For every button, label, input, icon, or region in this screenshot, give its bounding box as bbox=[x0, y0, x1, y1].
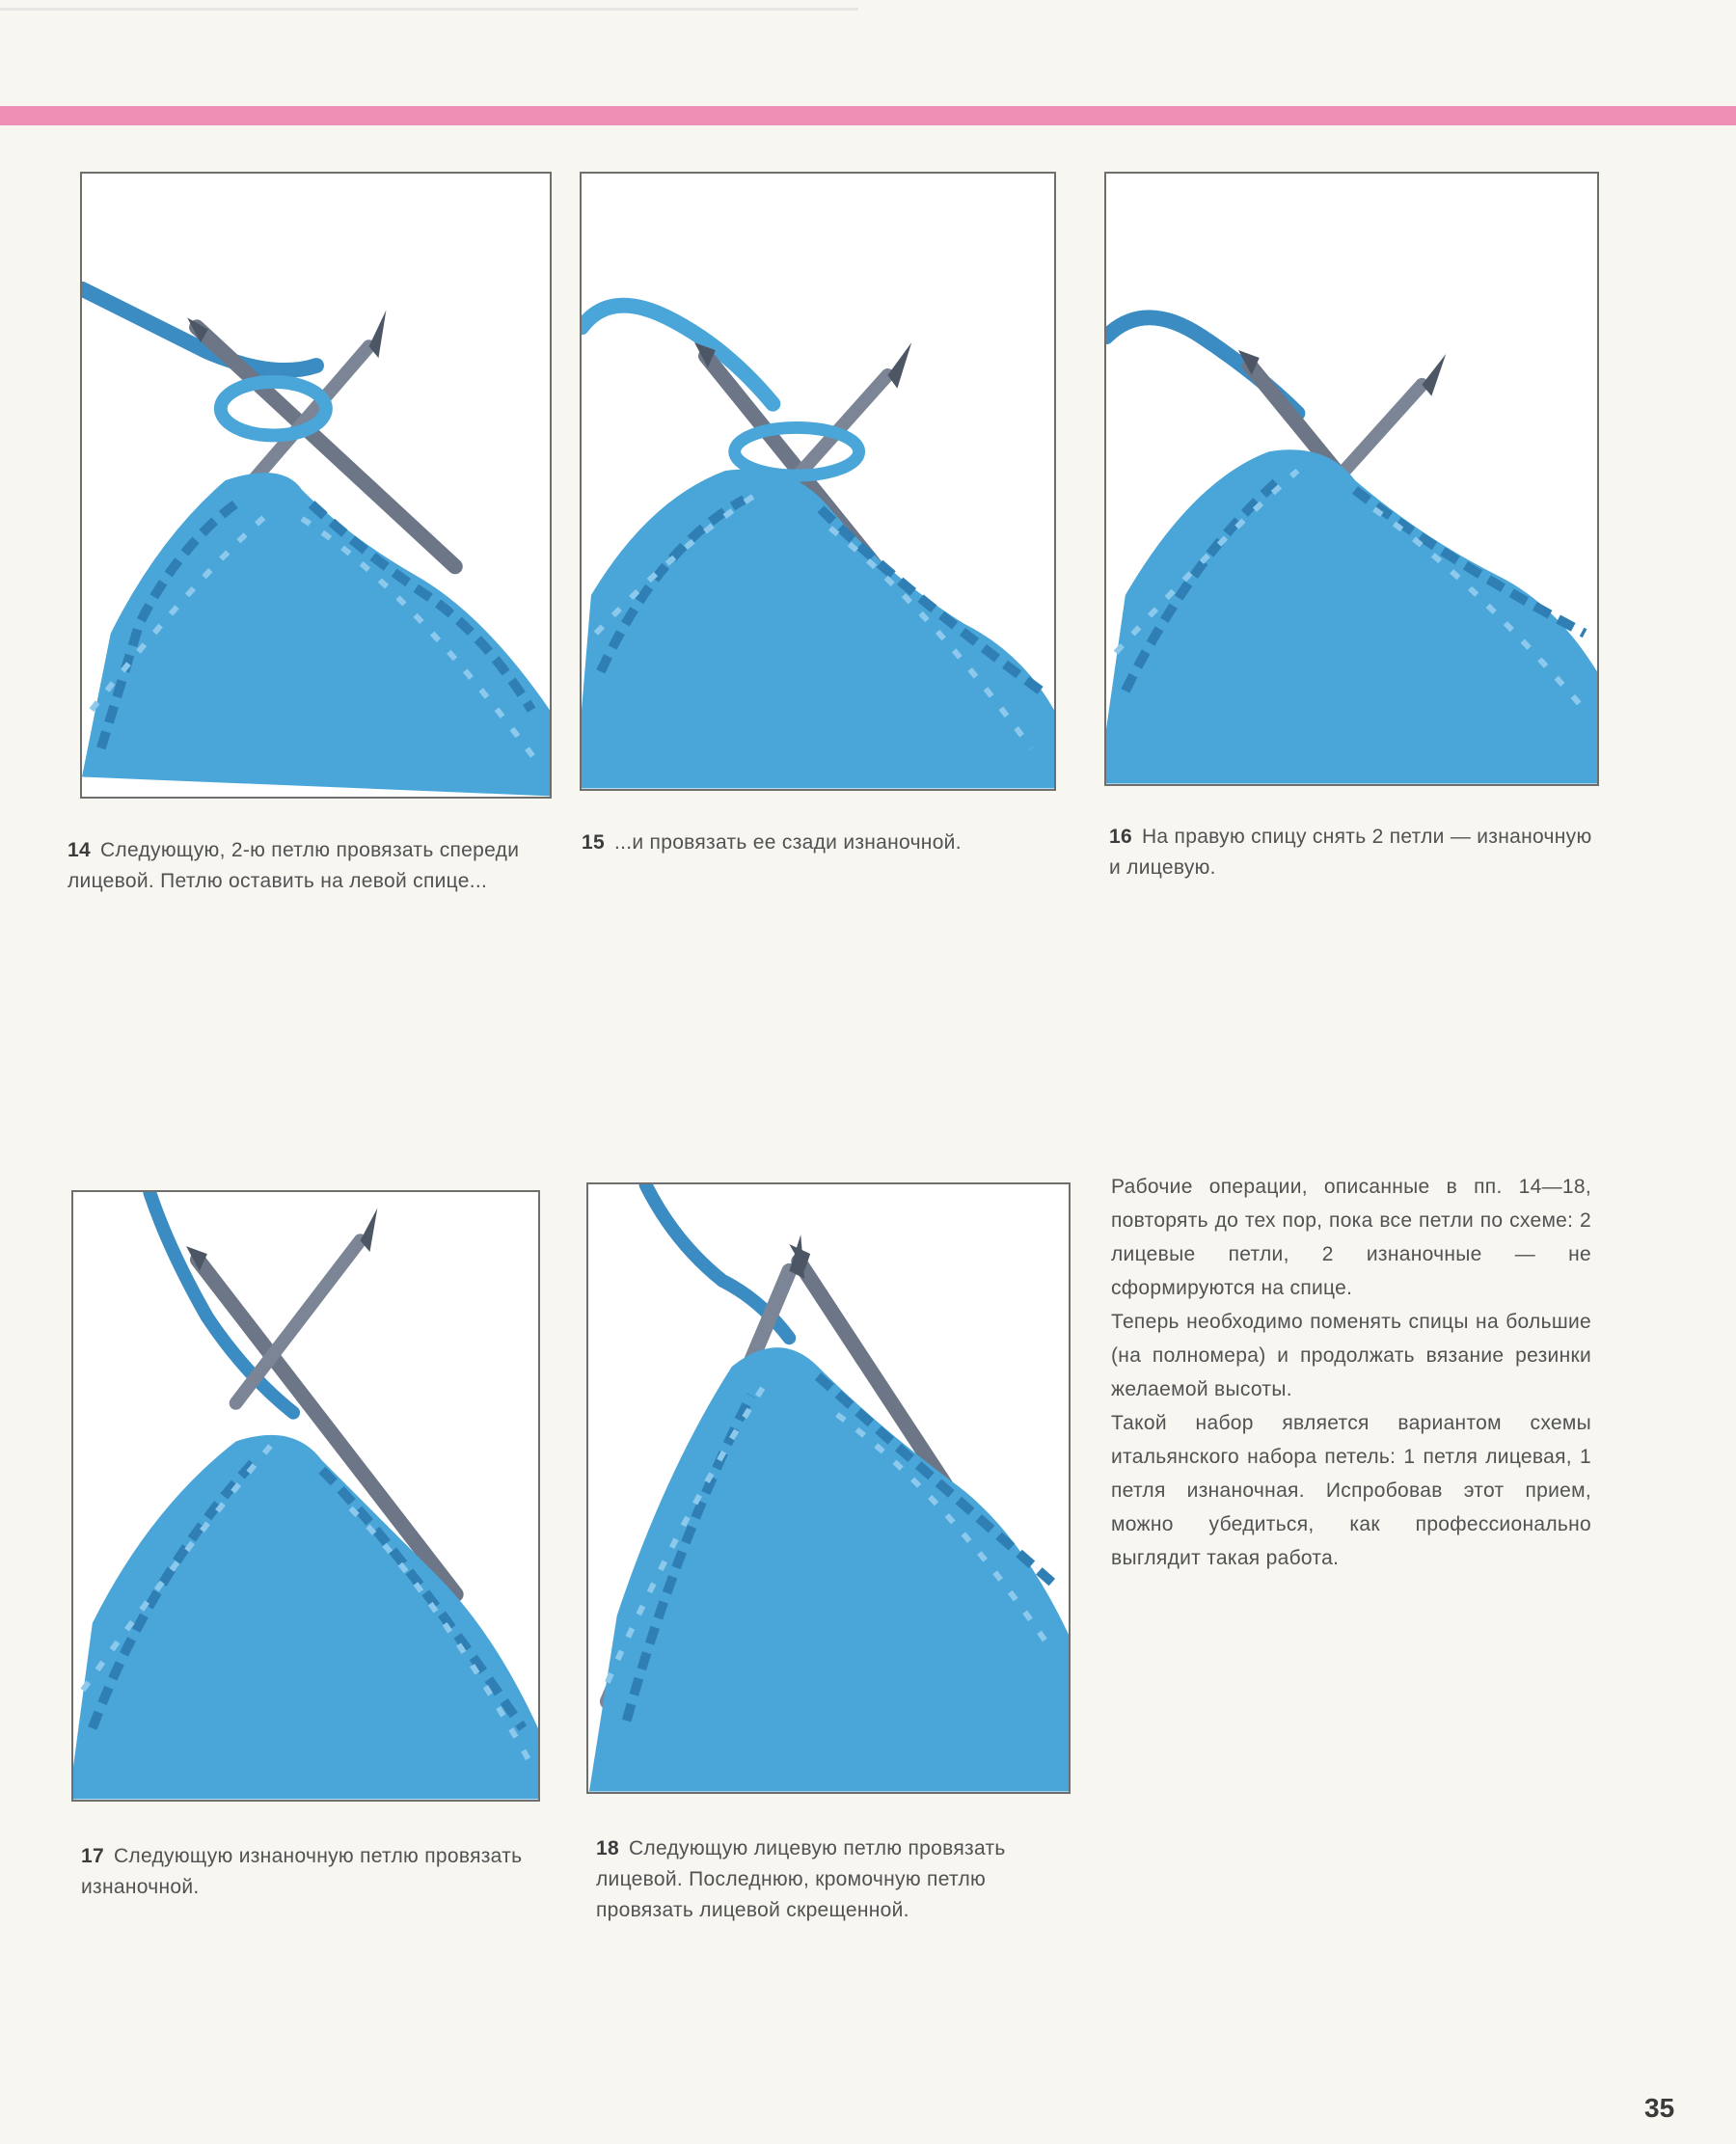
step-text: Следующую, 2-ю петлю провязать спереди лицевой. Петлю оставить на левой спице... bbox=[68, 839, 520, 892]
step-number: 18 bbox=[596, 1837, 619, 1859]
knitting-illustration-16 bbox=[1106, 174, 1597, 784]
step-number: 17 bbox=[81, 1845, 104, 1867]
page-number: 35 bbox=[1644, 2093, 1675, 2123]
body-paragraph: Теперь необходимо поменять спицы на большие (на полномера) и продолжать вязание резинки желаемой высоты. bbox=[1111, 1311, 1591, 1400]
caption-step-14 bbox=[68, 835, 538, 897]
step-number: 15 bbox=[582, 831, 605, 854]
step-text: Следующую лицевую петлю провязать лицевой. Последнюю, кромочную петлю провязать лицевой скрещенной. bbox=[596, 1837, 1006, 1921]
illustration-step-17 bbox=[71, 1190, 540, 1802]
step-number: 16 bbox=[1109, 826, 1132, 848]
caption-step-18 bbox=[596, 1833, 1076, 1926]
pink-header-band bbox=[0, 106, 1736, 125]
step-number: 14 bbox=[68, 839, 91, 861]
illustration-step-16 bbox=[1104, 172, 1599, 786]
illustration-step-15 bbox=[580, 172, 1056, 791]
instructions-body bbox=[1111, 1170, 1591, 1575]
top-rule bbox=[0, 8, 858, 11]
illustration-step-14 bbox=[80, 172, 552, 799]
body-paragraph: Такой набор является вариантом схемы итальянского набора петель: 1 петля лицевая, 1 петля изнаночная. Испробовав этот прием, можно убедиться, как профессионально выглядит такая работа. bbox=[1111, 1412, 1591, 1569]
body-paragraph: Рабочие операции, описанные в пп. 14—18, повторять до тех пор, пока все петли по схеме: 2 лицевые петли, 2 изнаночные — не сформируются на спице. bbox=[1111, 1176, 1591, 1299]
step-text: Следующую изнаночную петлю провязать изнаночной. bbox=[81, 1845, 523, 1898]
caption-step-17 bbox=[81, 1841, 551, 1903]
knitting-illustration-14 bbox=[82, 174, 550, 797]
knitting-illustration-18 bbox=[588, 1184, 1069, 1792]
knitting-illustration-17 bbox=[73, 1192, 538, 1800]
step-text: На правую спицу снять 2 петли — изнаночную и лицевую. bbox=[1109, 826, 1592, 879]
illustration-step-18 bbox=[586, 1182, 1071, 1794]
step-text: ...и провязать ее сзади изнаночной. bbox=[613, 831, 962, 854]
caption-step-16 bbox=[1109, 822, 1596, 883]
knitting-illustration-15 bbox=[582, 174, 1054, 789]
caption-step-15 bbox=[582, 828, 1059, 858]
